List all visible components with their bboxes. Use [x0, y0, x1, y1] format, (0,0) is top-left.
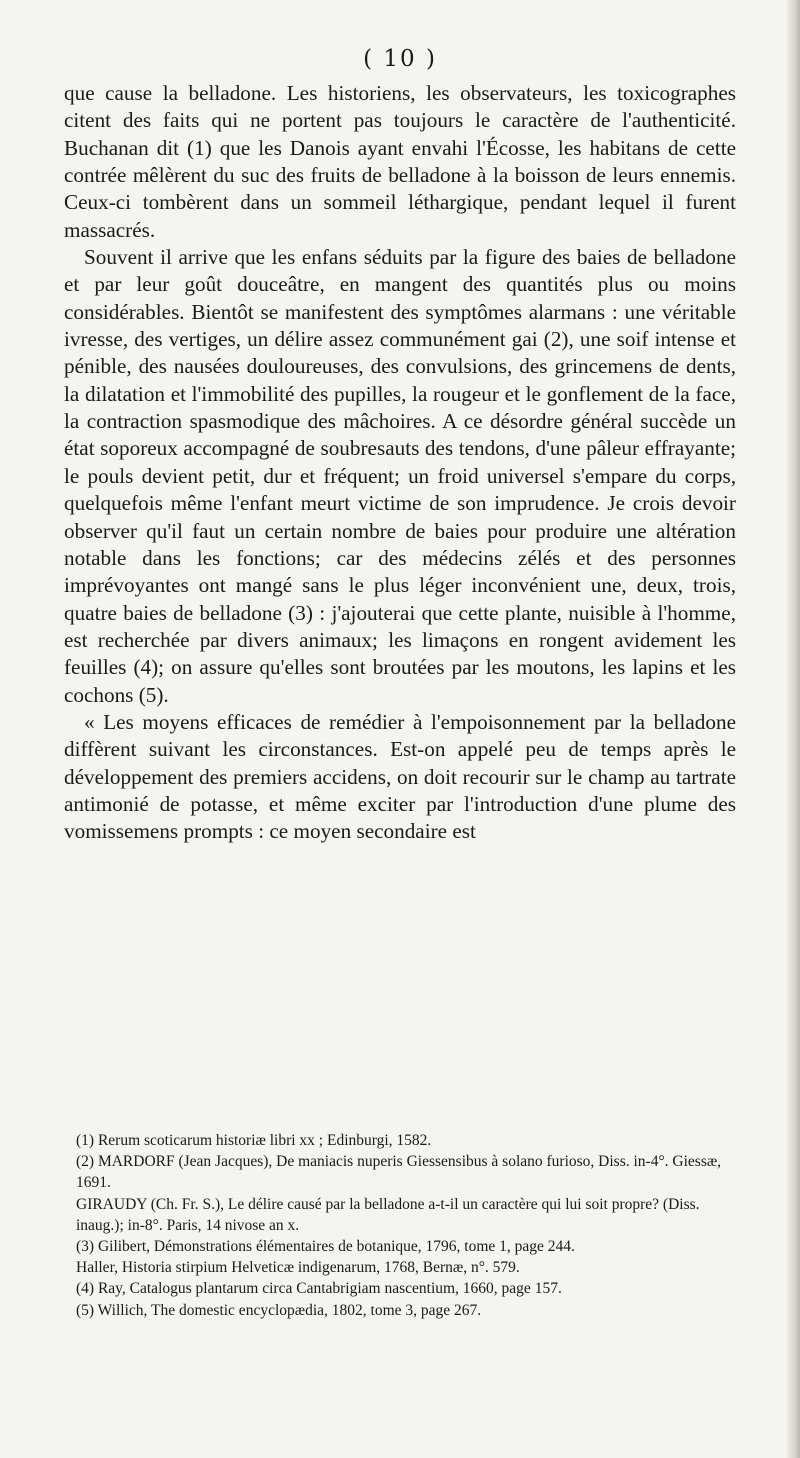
footnote: (3) Gilibert, Démonstrations élémentaires de botanique, 1796, tome 1, page 244. [76, 1238, 575, 1256]
paragraph: Souvent il arrive que les enfans séduits par la figure des baies de belladone et par leur goût douceâtre, en mangent des quantités plus ou moins considérables. Bientôt se manifestent des symptômes alarmans : une véritable ivresse, des vertiges, un délire assez communément gai (2), une soif intense et pénible, des nausées douloureuses, des convulsions, des grincemens de dents, la dilatation et l'immobilité des pupilles, la rougeur et le gonflement de la face, la contraction spasmodique des mâchoires. A ce désordre général succède un état soporeux accompagné de soubresauts des tendons, d'une pâleur effrayante; le pouls devient petit, dur et fréquent; un froid universel s'empare du corps, quelquefois même l'enfant meurt victime de son imprudence. Je crois devoir observer qu'il faut un certain nombre de baies pour produire une altération notable dans les fonctions; car des médecins zélés et des personnes imprévoyantes ont mangé sans le plus léger inconvénient une, deux, trois, quatre baies de belladone (3) : j'ajouterai que cette plante, nuisible à l'homme, est recherchée par divers animaux; les limaçons en rongent avidement les feuilles (4); on assure qu'elles sont broutées par les moutons, les lapins et les cochons (5). [64, 245, 736, 707]
footnote: (1) Rerum scoticarum historiæ libri xx ; Edinburgi, 1582. [76, 1132, 432, 1149]
paragraph: « Les moyens efficaces de remédier à l'empoisonnement par la belladone diffèrent suivant les circonstances. Est-on appelé peu de temps après le développement des premiers accidens, on doit recourir sur le champ au tartrate antimonié de potasse, et même exciter par l'introduction d'une plume des vomissemens prompts : ce moyen secondaire est [64, 709, 736, 844]
footnotes [64, 1130, 736, 1321]
paragraph: que cause la belladone. Les historiens, les observateurs, les toxicographes citent des faits qui ne portent pas toujours le caractère de l'authenticité. Buchanan dit (1) que les Danois ayant envahi l'Écosse, les habitans de cette contrée mêlèrent du suc des fruits de belladone à la boisson de leurs ennemis. Ceux-ci tombèrent dans un sommeil léthargique, pendant lequel il furent massacrés. [64, 81, 736, 242]
footnote: (4) Ray, Catalogus plantarum circa Cantabrigiam nascentium, 1660, page 157. [76, 1280, 562, 1298]
footnote: (2) MARDORF (Jean Jacques), De maniacis nuperis Giessensibus à solano furioso, Diss. in-4°. Giessæ, 1691. [76, 1153, 722, 1192]
body-text [64, 80, 736, 846]
page-number: ( 10 ) [363, 46, 437, 72]
footnote: (5) Willich, The domestic encyclopædia, 1802, tome 3, page 267. [76, 1301, 482, 1319]
footnote: Haller, Historia stirpium Helveticæ indigenarum, 1768, Bernæ, n°. 579. [76, 1259, 520, 1277]
footnote: GIRAUDY (Ch. Fr. S.), Le délire causé par la belladone a-t-il un caractère qui lui soit propre? (Diss. inaug.); in-8°. Paris, 14 nivose an x. [76, 1195, 700, 1234]
page-edge-shadow [786, 0, 800, 1458]
